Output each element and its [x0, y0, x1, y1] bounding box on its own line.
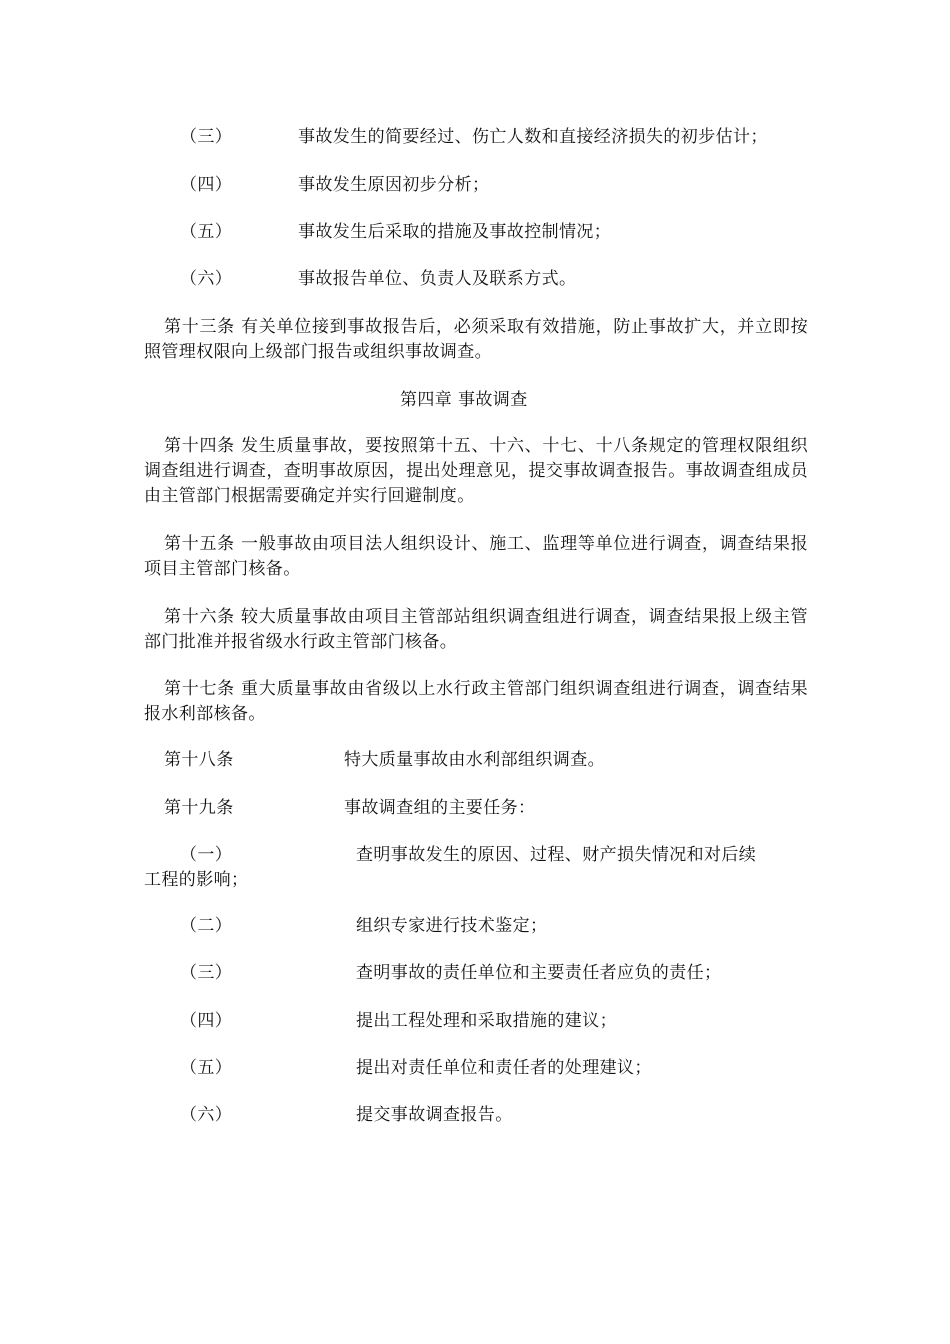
list-item-text: 提出对责任单位和责任者的处理建议；: [356, 1058, 652, 1078]
article-15: 第十五条 一般事故由项目法人组织设计、施工、监理等单位进行调查，调查结果报项目主管部门核备。: [144, 534, 808, 579]
list-item-number: （三）: [180, 127, 233, 147]
list-item-text: 事故发生原因初步分析；: [298, 175, 490, 195]
list-item-number: （四）: [180, 175, 233, 195]
list-item-number: （一）: [180, 845, 233, 865]
list-item-continuation: 工程的影响；: [144, 870, 249, 890]
list-item-text: 事故发生后采取的措施及事故控制情况；: [298, 222, 612, 242]
article-17: 第十七条 重大质量事故由省级以上水行政主管部门组织调查组进行调查，调查结果报水利部核备。: [144, 679, 808, 724]
article-text: 特大质量事故由水利部组织调查。: [344, 750, 605, 770]
article-16: 第十六条 较大质量事故由项目主管部站组织调查组进行调查，调查结果报上级主管部门批准并报省级水行政主管部门核备。: [144, 607, 808, 652]
list-item-number: （五）: [180, 1058, 233, 1078]
list-item-text: 查明事故发生的原因、过程、财产损失情况和对后续: [356, 845, 757, 865]
list-item-text: 事故报告单位、负责人及联系方式。: [298, 269, 577, 289]
list-item-text: 查明事故的责任单位和主要责任者应负的责任；: [356, 963, 722, 983]
list-item-number: （二）: [180, 916, 233, 936]
list-item-number: （五）: [180, 222, 233, 242]
list-item-text: 提交事故调查报告。: [356, 1105, 513, 1125]
list-item-text: 事故发生的简要经过、伤亡人数和直接经济损失的初步估计；: [298, 127, 768, 147]
list-item-text: 组织专家进行技术鉴定；: [356, 916, 548, 936]
article-text: 事故调查组的主要任务：: [344, 798, 536, 818]
article-14: 第十四条 发生质量事故，要按照第十五、十六、十七、十八条规定的管理权限组织调查组进行调查，查明事故原因，提出处理意见，提交事故调查报告。事故调查组成员由主管部门根据需要确定并实行回避制度。: [144, 436, 808, 506]
list-item-number: （六）: [180, 269, 233, 289]
chapter-heading: 第四章 事故调查: [400, 390, 528, 410]
list-item-number: （六）: [180, 1105, 233, 1125]
list-item-text: 提出工程处理和采取措施的建议；: [356, 1011, 617, 1031]
article-number: 第十九条: [164, 798, 234, 818]
list-item-number: （四）: [180, 1011, 233, 1031]
article-13: 第十三条 有关单位接到事故报告后，必须采取有效措施，防止事故扩大，并立即按照管理权限向上级部门报告或组织事故调查。: [144, 317, 808, 362]
list-item-number: （三）: [180, 963, 233, 983]
article-number: 第十八条: [164, 750, 234, 770]
